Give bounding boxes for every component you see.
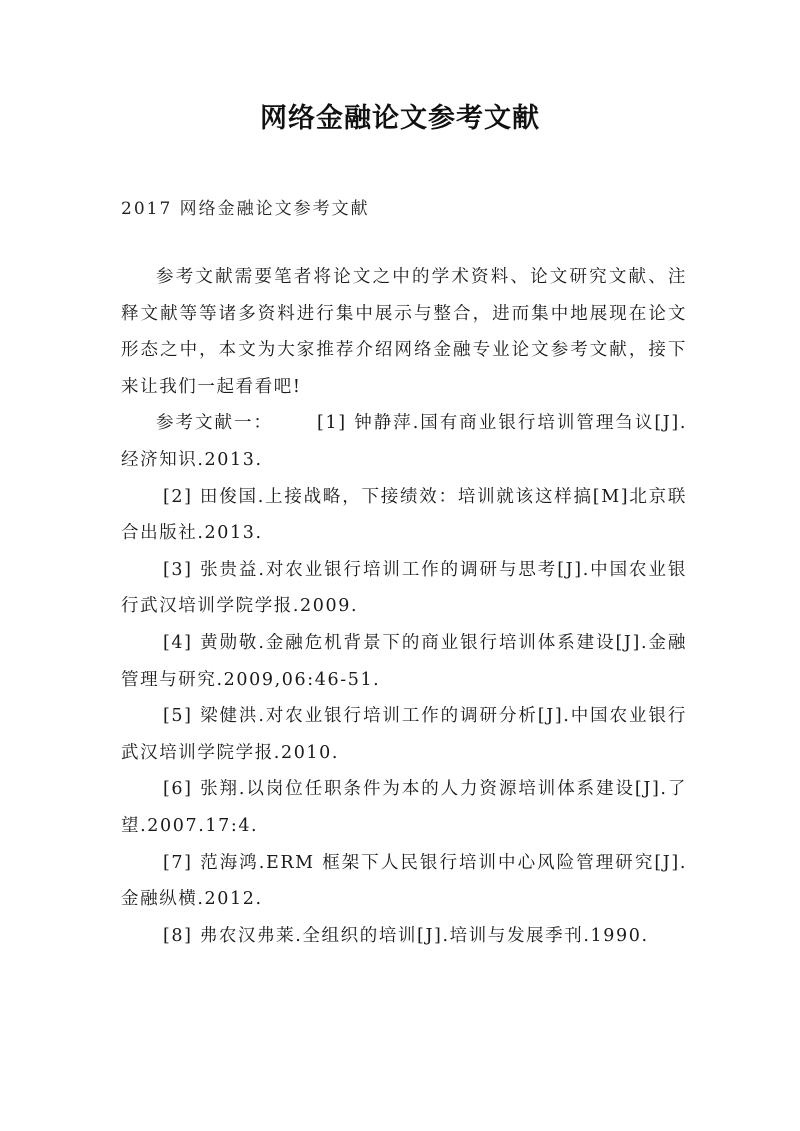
reference-4: [4] 黄勋敬.金融危机背景下的商业银行培训体系建设[J].金融管理与研究.2009,06:46-51. — [121, 632, 687, 690]
reference-8: [8] 弗农汉弗莱.全组织的培训[J].培训与发展季刊.1990. — [163, 925, 649, 946]
document-title: 网络金融论文参考文献 — [260, 103, 540, 134]
reference-2: [2] 田俊国.上接战略，下接绩效：培训就该这样搞[M]北京联合出版社.2013. — [121, 486, 687, 544]
intro-paragraph: 参考文献需要笔者将论文之中的学术资料、论文研究文献、注释文献等等诸多资料进行集中展示与整合，进而集中地展现在论文形态之中，本文为大家推荐介绍网络金融专业论文参考文献，接下来让我们一起看看吧! — [121, 267, 687, 397]
reference-6: [6] 张翔.以岗位任职条件为本的人力资源培训体系建设[J].了望.2007.17:4. — [121, 779, 687, 836]
reference-7: [7] 范海鸿.ERM 框架下人民银行培训中心风险管理研究[J].金融纵横.2012. — [121, 852, 687, 910]
reference-1 — [121, 405, 687, 478]
reference-heading: 参考文献一： — [156, 413, 274, 434]
document-body — [121, 259, 687, 954]
reference-1-text: [1] 钟静萍.国有商业银行培训管理刍议[J].经济知识.2013. — [121, 413, 687, 470]
reference-5: [5] 梁健洪.对农业银行培训工作的调研分析[J].中国农业银行武汉培训学院学报.2010. — [121, 706, 687, 763]
document-subtitle: 2017 网络金融论文参考文献 — [121, 199, 370, 219]
reference-3: [3] 张贵益.对农业银行培训工作的调研与思考[J].中国农业银行武汉培训学院学报.2009. — [121, 559, 687, 617]
